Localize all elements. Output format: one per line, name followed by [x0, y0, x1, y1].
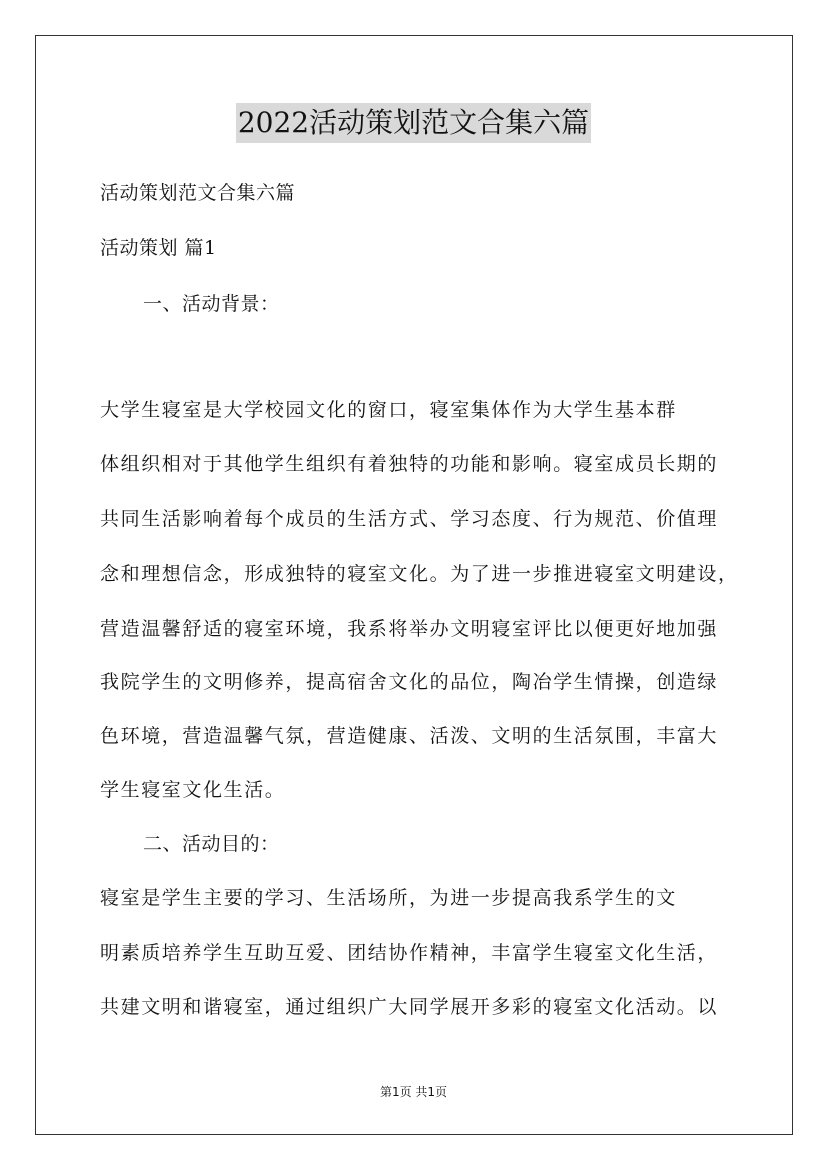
paragraph-1-line: 体组织相对于其他学生组织有着独特的功能和影响。寝室成员长期的	[100, 453, 719, 475]
paragraph-1-line: 共同生活影响着每个成员的生活方式、学习态度、行为规范、价值理	[100, 508, 719, 530]
document-title: 2022活动策划范文合集六篇	[236, 103, 591, 143]
document-title-wrapper	[0, 102, 827, 143]
paragraph-1-line: 大学生寝室是大学校园文化的窗口，寝室集体作为大学生基本群	[100, 399, 677, 421]
heading-purpose: 二、活动目的：	[143, 833, 280, 855]
paragraph-1-line: 营造温馨舒适的寝室环境，我系将举办文明寝室评比以便更好地加强	[100, 618, 719, 640]
heading-background: 一、活动背景：	[143, 293, 280, 315]
paragraph-2-line: 共建文明和谐寝室，通过组织广大同学展开多彩的寝室文化活动。以	[100, 996, 719, 1018]
paragraph-1-line: 色环境，营造温馨气氛，营造健康、活泼、文明的生活氛围，丰富大	[100, 725, 719, 747]
paragraph-1-line: 念和理想信念，形成独特的寝室文化。为了进一步推进寝室文明建设，	[100, 563, 739, 585]
paragraph-1-line: 我院学生的文明修养，提高宿舍文化的品位，陶冶学生情操，创造绿	[100, 671, 719, 693]
paragraph-2-line: 寝室是学生主要的学习、生活场所，为进一步提高我系学生的文	[100, 887, 677, 909]
paragraph-2-line: 明素质培养学生互助互爱、团结协作精神，丰富学生寝室文化生活，	[100, 942, 719, 964]
document-subtitle: 活动策划范文合集六篇	[100, 182, 296, 204]
section-label: 活动策划 篇1	[100, 237, 217, 259]
paragraph-1-line: 学生寝室文化生活。	[100, 779, 286, 801]
page-footer: 第1页 共1页	[379, 1085, 448, 1099]
